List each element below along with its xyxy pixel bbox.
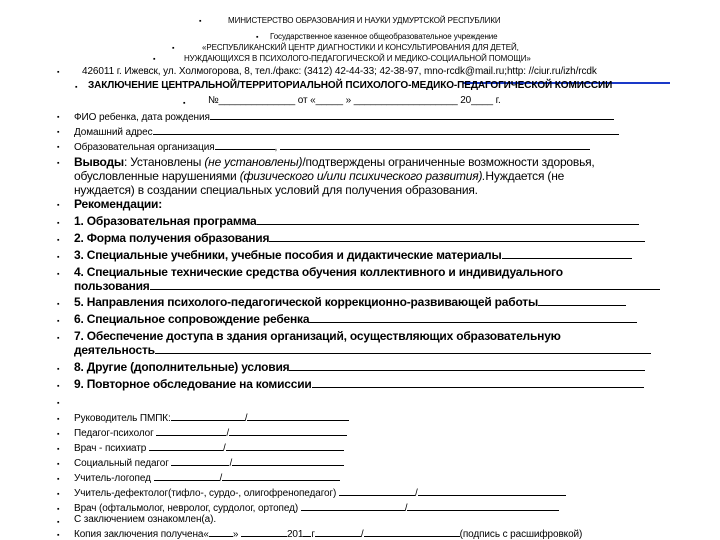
bullet: ▪ (57, 532, 60, 539)
bullet: ▪ (57, 114, 60, 121)
rec-9[interactable]: 9. Повторное обследование на комиссии (74, 377, 644, 391)
copy-blank[interactable] (315, 527, 361, 537)
rec-1-blank[interactable] (257, 215, 639, 225)
bullet: ▪ (75, 84, 78, 91)
number-date-line[interactable]: №______________ от «_____ » ___________________ 20____ г. (208, 95, 501, 106)
rec-3-blank[interactable] (502, 249, 632, 259)
institution-line: Государственное казенное общеобразовательное учреждение (270, 32, 498, 41)
sig-blank[interactable] (222, 471, 340, 481)
sig-blank[interactable] (301, 501, 405, 511)
ministry-line: МИНИСТЕРСТВО ОБРАЗОВАНИЯ И НАУКИ УДМУРТСКОЙ РЕСПУБЛИКИ (228, 16, 501, 25)
copy-blank[interactable] (209, 527, 233, 537)
conclusion-line-1: Выводы: Установлены (не установлены)/подтверждены ограниченные возможности здоровья, (74, 155, 595, 169)
acquainted-line: С заключением ознакомлен(а). (74, 514, 217, 525)
sig-defectologist[interactable]: Учитель-дефектолог(тифло-, сурдо-, олигофренопедагог) / (74, 486, 566, 499)
bullet: ▪ (172, 45, 175, 52)
fio-field[interactable] (74, 110, 614, 123)
address-line[interactable]: 426011 г. Ижевск, ул. Холмогорова, 8, тел./факс: (3412) 42-44-33; 42-38-97, mno-rcdk@mail.ru;http: //ciur.ru/izh/rcdk (82, 66, 597, 77)
bullet: ▪ (57, 160, 60, 167)
bullet: ▪ (153, 56, 156, 63)
rec-2-blank[interactable] (269, 232, 645, 242)
fio-blank[interactable] (210, 110, 614, 120)
bullet: ▪ (57, 220, 60, 227)
org-blank-2[interactable] (280, 140, 590, 150)
bullet: ▪ (57, 431, 60, 438)
copy-blank[interactable] (241, 527, 287, 537)
home-address-blank[interactable] (153, 125, 619, 135)
rec-9-blank[interactable] (312, 378, 644, 388)
sig-psychiatrist[interactable]: Врач - психиатр / (74, 441, 344, 454)
org-blank-1[interactable] (215, 140, 275, 150)
bullet: ▪ (57, 519, 60, 526)
sig-blank[interactable] (171, 411, 245, 421)
sig-head[interactable]: Руководитель ПМПК: / (74, 411, 349, 424)
sig-logoped[interactable]: Учитель-логопед / (74, 471, 340, 484)
bullet: ▪ (57, 237, 60, 244)
bullet: ▪ (57, 271, 60, 278)
bullet: ▪ (57, 144, 60, 151)
sig-blank[interactable] (226, 441, 344, 451)
home-address-label: Домашний адрес (74, 127, 153, 138)
rec-2[interactable]: 2. Форма получения образования (74, 231, 645, 245)
org-label: Образовательная организация (74, 142, 215, 153)
sig-psychologist[interactable]: Педагог-психолог / (74, 426, 347, 439)
sig-blank[interactable] (229, 426, 347, 436)
bullet: ▪ (199, 18, 202, 25)
fio-label: ФИО ребенка, дата рождения (74, 112, 210, 123)
sig-social[interactable]: Социальный педагог / (74, 456, 344, 469)
conclusion-line-3: нуждается) в создании специальных условий для получения образования. (74, 183, 478, 197)
bullet: ▪ (256, 34, 259, 41)
sig-blank[interactable] (171, 456, 229, 466)
bullet: ▪ (57, 366, 60, 373)
rec-6-blank[interactable] (309, 313, 637, 323)
conclusion-label: Выводы (74, 155, 124, 169)
copy-received-line[interactable]: Копия заключения получена« » 201 г / (подпись с расшифровкой) (74, 529, 583, 540)
bullet: ▪ (57, 461, 60, 468)
copy-blank[interactable] (364, 527, 460, 537)
sig-blank[interactable] (339, 486, 415, 496)
sig-blank[interactable] (232, 456, 344, 466)
rec-6[interactable]: 6. Специальное сопровождение ребенка (74, 312, 637, 326)
org-field[interactable]: Образовательная организация , (74, 140, 590, 153)
bullet: ▪ (57, 318, 60, 325)
bullet: ▪ (57, 383, 60, 390)
rec-4: 4. Специальные технические средства обучения коллективного и индивидуального (74, 265, 563, 279)
sig-blank[interactable] (154, 471, 220, 481)
recommendations-title: Рекомендации: (74, 197, 163, 211)
bullet: ▪ (57, 491, 60, 498)
rec-7-continued[interactable]: деятельность (74, 343, 651, 357)
bullet: ▪ (57, 506, 60, 513)
rec-8-blank[interactable] (289, 361, 645, 371)
rec-8[interactable]: 8. Другие (дополнительные) условия (74, 360, 645, 374)
center-line: «РЕСПУБЛИКАНСКИЙ ЦЕНТР ДИАГНОСТИКИ И КОНСУЛЬТИРОВАНИЯ ДЛЯ ДЕТЕЙ, (202, 43, 519, 52)
bullet: ▪ (57, 446, 60, 453)
rec-7-blank[interactable] (155, 344, 651, 354)
bullet: ▪ (57, 202, 60, 209)
bullet: ▪ (57, 476, 60, 483)
document-title: ЗАКЛЮЧЕНИЕ ЦЕНТРАЛЬНОЙ/ТЕРРИТОРИАЛЬНОЙ ПСИХОЛОГО-МЕДИКО-ПЕДАГОГИЧЕСКОЙ КОМИССИИ (88, 80, 613, 91)
rec-4-blank[interactable] (150, 280, 660, 290)
bullet: ▪ (57, 335, 60, 342)
bullet: ▪ (183, 100, 186, 107)
sig-blank[interactable] (156, 426, 226, 436)
bullet: ▪ (57, 69, 60, 76)
rec-4-continued[interactable]: пользования (74, 279, 660, 293)
bullet: ▪ (57, 301, 60, 308)
bullet: ▪ (57, 129, 60, 136)
needy-line: НУЖДАЮЩИХСЯ В ПСИХОЛОГО-ПЕДАГОГИЧЕСКОЙ И МЕДИКО-СОЦИАЛЬНОЙ ПОМОЩИ» (184, 54, 531, 63)
bullet: ▪ (57, 254, 60, 261)
conclusion-line-2: обусловленные нарушениями (физического и/или психического развития).Нуждается (не (74, 169, 565, 183)
rec-3[interactable]: 3. Специальные учебники, учебные пособия и дидактические материалы (74, 248, 632, 262)
sig-blank[interactable] (149, 441, 223, 451)
bullet: ▪ (57, 400, 60, 407)
home-address-field[interactable] (74, 125, 619, 138)
rec-5[interactable]: 5. Направления психолого-педагогической коррекционно-развивающей работы (74, 295, 626, 309)
sig-doctor[interactable]: Врач (офтальмолог, невролог, сурдолог, ортопед) / (74, 501, 559, 514)
sig-blank[interactable] (407, 501, 559, 511)
bullet: ▪ (57, 416, 60, 423)
rec-5-blank[interactable] (538, 296, 626, 306)
rec-1[interactable]: 1. Образовательная программа (74, 214, 639, 228)
sig-blank[interactable] (247, 411, 349, 421)
rec-7: 7. Обеспечение доступа в здания организаций, осуществляющих образовательную (74, 329, 561, 343)
sig-blank[interactable] (418, 486, 566, 496)
